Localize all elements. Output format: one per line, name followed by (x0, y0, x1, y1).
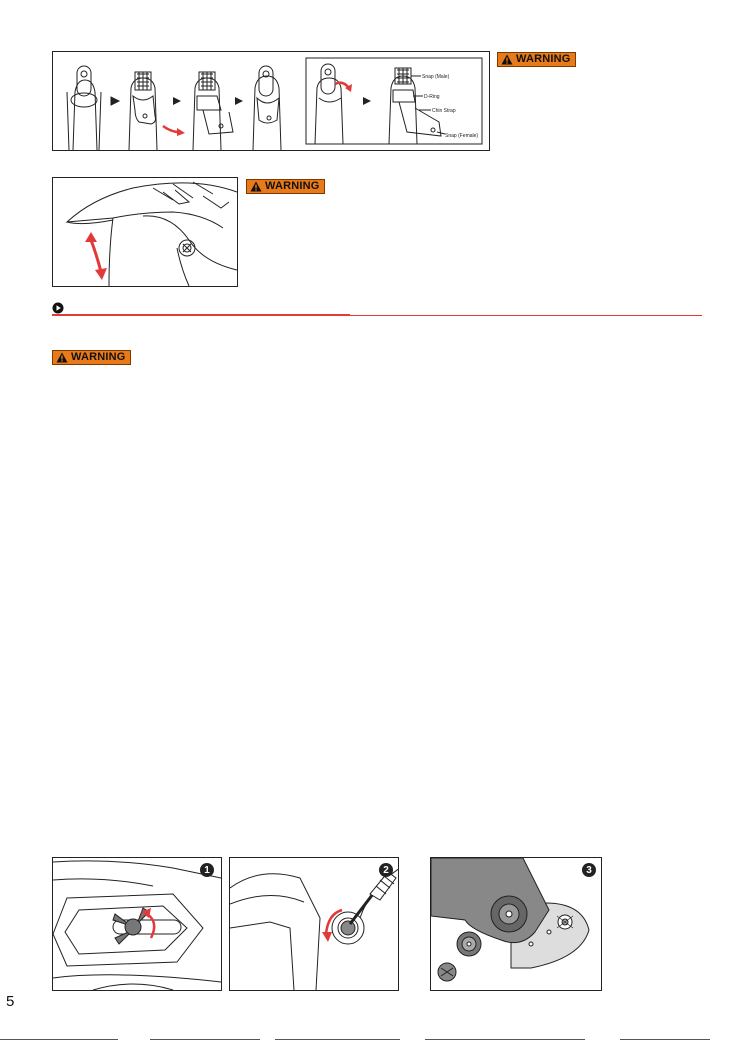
chin-strap-illustration (53, 52, 489, 150)
step-figure-3 (430, 857, 602, 991)
chin-strap-figure (52, 51, 490, 151)
page-number: 5 (6, 993, 15, 1010)
callout-snap-male: Snap (Male) (422, 74, 450, 80)
crop-mark (150, 1039, 260, 1040)
screwdriver-illustration (230, 858, 398, 990)
crop-mark (0, 1039, 118, 1040)
pivot-mechanism-illustration (431, 858, 601, 990)
crop-mark (425, 1039, 585, 1040)
step-number-badge: 2 (379, 863, 393, 877)
warning-triangle-icon (501, 54, 513, 65)
callout-snap-female: Snap (Female) (445, 133, 479, 139)
warning-label: WARNING (516, 53, 571, 65)
section-divider-thick (52, 314, 350, 316)
crop-mark (275, 1039, 400, 1040)
callout-chin-strap: Chin Strap (432, 108, 456, 114)
play-circle-icon (52, 302, 64, 314)
warning-triangle-icon (56, 352, 68, 363)
warning-label: WARNING (265, 180, 320, 192)
peak-screw-illustration (53, 858, 221, 990)
step-number-badge: 3 (582, 863, 596, 877)
section-divider-thin (350, 315, 702, 316)
callout-d-ring: D-Ring (424, 94, 440, 100)
warning-triangle-icon (250, 181, 262, 192)
crop-mark (620, 1039, 710, 1040)
step-figure-1 (52, 857, 222, 991)
warning-badge-section (52, 350, 131, 365)
peak-adjust-figure (52, 177, 238, 287)
peak-illustration (53, 178, 237, 286)
warning-badge-top (497, 52, 576, 67)
warning-badge-middle (246, 179, 325, 194)
step-figure-2 (229, 857, 399, 991)
step-number-badge: 1 (200, 863, 214, 877)
warning-label: WARNING (71, 351, 126, 363)
